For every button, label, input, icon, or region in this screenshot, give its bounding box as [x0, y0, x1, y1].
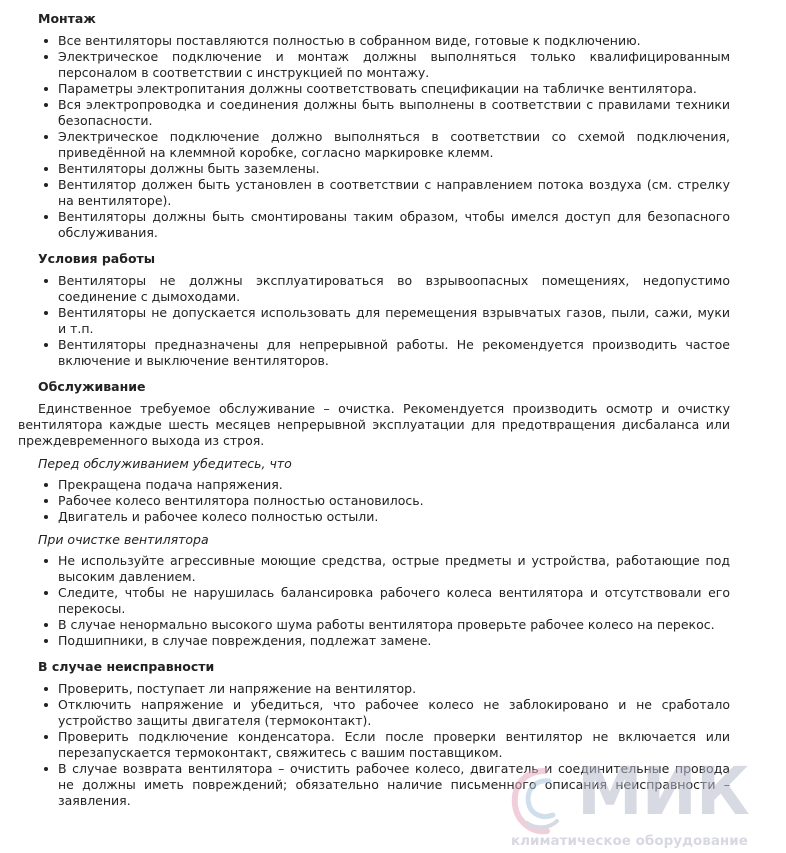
list-item: Прекращена подача напряжения.	[18, 477, 730, 493]
list-item: Проверить подключение конденсатора. Если после проверки вентилятор не включается или перезапускается термоконтакт, свяжитесь с вашим поставщиком.	[18, 729, 730, 761]
list-item: Вентиляторы должны быть смонтированы таким образом, чтобы имелся доступ для безопасного обслуживания.	[18, 209, 730, 241]
section-title-montage: Монтаж	[38, 11, 96, 26]
list-item: Вентиляторы должны быть заземлены.	[18, 161, 730, 177]
watermark-brand: МИК	[577, 753, 749, 830]
service-paragraph: Единственное требуемое обслуживание – очистка. Рекомендуется производить осмотр и очистку вентилятора каждые шесть месяцев непрерывной эксплуатации для предотвращения дисбаланса или преждевременного выхода из строя.	[18, 401, 730, 448]
list-item: Электрическое подключение и монтаж должны выполняться только квалифицированным персоналом в соответствии с инструкцией по монтажу.	[18, 49, 730, 81]
section-title-conditions: Условия работы	[38, 251, 156, 266]
list-item: Все вентиляторы поставляются полностью в собранном виде, готовые к подключению.	[18, 33, 730, 49]
list-item: Отключить напряжение и убедиться, что рабочее колесо не заблокировано и не сработало устройство защиты двигателя (термоконтакт).	[18, 697, 730, 729]
cleaning-list	[18, 553, 730, 649]
list-item: Вся электропроводка и соединения должны быть выполнены в соответствии с правилами техники безопасности.	[18, 97, 730, 129]
section-title-malfunction: В случае неисправности	[38, 659, 215, 674]
list-item: Проверить, поступает ли напряжение на вентилятор.	[18, 681, 730, 697]
cleaning-subtitle: При очистке вентилятора	[38, 532, 209, 547]
list-item: Следите, чтобы не нарушилась балансировка рабочего колеса вентилятора и отсутствовали его перекосы.	[18, 585, 730, 617]
company-watermark	[505, 753, 785, 853]
watermark-tagline: климатическое оборудование	[511, 833, 748, 849]
list-item: Вентиляторы предназначены для непрерывной работы. Не рекомендуется производить частое включение и выключение вентиляторов.	[18, 337, 730, 369]
before-service-subtitle: Перед обслуживанием убедитесь, что	[38, 456, 292, 471]
montage-list	[18, 33, 730, 241]
list-item: Вентилятор должен быть установлен в соответствии с направлением потока воздуха (см. стрелку на вентиляторе).	[18, 177, 730, 209]
document-content	[18, 10, 730, 809]
before-service-list	[18, 477, 730, 525]
list-item: Вентиляторы не допускается использовать для перемещения взрывчатых газов, пыли, сажи, муки и т.п.	[18, 305, 730, 337]
list-item: Вентиляторы не должны эксплуатироваться во взрывоопасных помещениях, недопустимо соединение с дымоходами.	[18, 273, 730, 305]
logo-swirl-icon	[505, 763, 585, 843]
list-item: В случае ненормально высокого шума работы вентилятора проверьте рабочее колесо на перекос.	[18, 617, 730, 633]
section-title-service: Обслуживание	[38, 379, 146, 394]
list-item: В случае возврата вентилятора – очистить рабочее колесо, двигатель и соединительные провода не должны иметь повреждений; обязательно наличие письменного описания неисправности – заявления.	[18, 761, 730, 809]
list-item: Рабочее колесо вентилятора полностью остановилось.	[18, 493, 730, 509]
conditions-list	[18, 273, 730, 369]
list-item: Двигатель и рабочее колесо полностью остыли.	[18, 509, 730, 525]
list-item: Не используйте агрессивные моющие средства, острые предметы и устройства, работающие под высоким давлением.	[18, 553, 730, 585]
list-item: Электрическое подключение должно выполняться в соответствии со схемой подключения, приведённой на клеммной коробке, согласно маркировке клемм.	[18, 129, 730, 161]
list-item: Подшипники, в случае повреждения, подлежат замене.	[18, 633, 730, 649]
list-item: Параметры электропитания должны соответствовать спецификации на табличке вентилятора.	[18, 81, 730, 97]
